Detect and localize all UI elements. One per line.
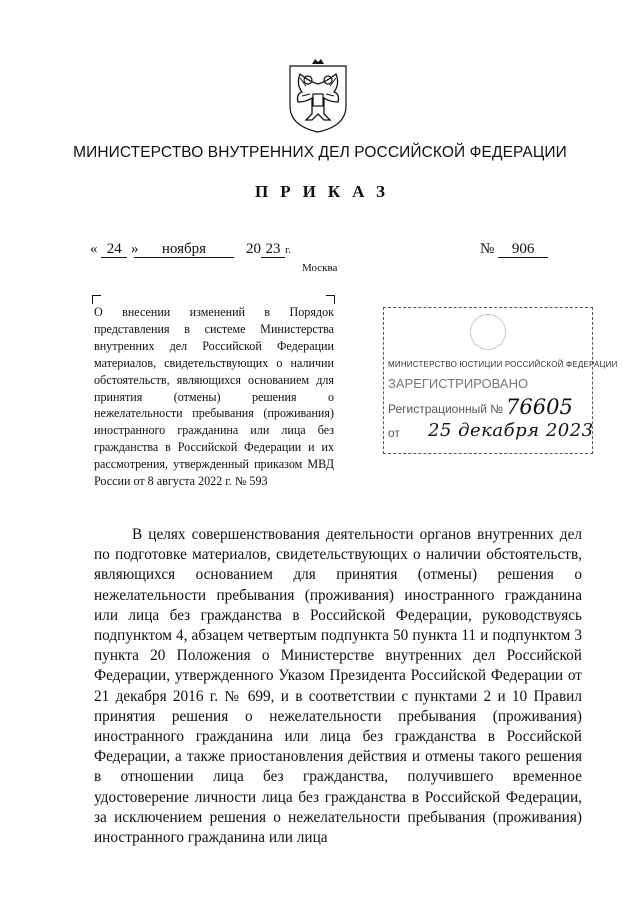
- city: Москва: [302, 262, 338, 274]
- date-year-suffix: 23: [261, 241, 285, 258]
- date-quote-open: «: [90, 241, 98, 257]
- document-type-title: ПРИКАЗ: [255, 182, 397, 201]
- ministry-name: МИНИСТЕРСТВО ВНУТРЕННИХ ДЕЛ РОССИЙСКОЙ ФЕДЕРАЦИИ: [73, 144, 567, 161]
- date-year-prefix: 20: [246, 241, 261, 257]
- number-sign: №: [480, 241, 495, 257]
- number-value: 906: [498, 241, 548, 258]
- order-date: [90, 241, 139, 258]
- order-number: [480, 241, 548, 258]
- subject-bracket-right: [326, 295, 335, 304]
- stamp-date-line: [388, 420, 594, 441]
- seal-icon: [470, 314, 506, 350]
- date-month: ноября: [134, 241, 234, 258]
- date-day: 24: [101, 241, 127, 258]
- state-emblem-icon: [286, 58, 350, 134]
- order-body: [94, 525, 582, 848]
- date-quote-close: »: [131, 241, 139, 257]
- subject-bracket-left: [92, 295, 101, 304]
- stamp-reg-line: [388, 395, 588, 419]
- stamp-reg-number: 76605: [506, 395, 573, 419]
- stamp-reg-date: 25 декабря 2023: [428, 420, 594, 441]
- stamp-registered: ЗАРЕГИСТРИРОВАНО: [388, 376, 529, 391]
- date-year-unit: г.: [285, 244, 292, 256]
- order-subject: О внесении изменений в Порядок представления в системе Министерства внутренних дел Российской Федерации материалов, свидетельствующих о наличии обстоятельств, являющихся основанием для принятия (отмены) решения о нежелательности пребывания (проживания) иностранного гражданина или лица без гражданства в Российской Федерации и их рассмотрения, утвержденный приказом МВД России от 8 августа 2022 г. № 593: [94, 305, 334, 489]
- body-paragraph: В целях совершенствования деятельности органов внутренних дел по подготовке материалов, свидетельствующих о наличии обстоятельств, являющихся основанием для принятия (отмены) решения о нежелательности пребывания (проживания) иностранного гражданина или лица без гражданства в Российской Федерации, руководствуясь подпунктом 4, абзацем четвертым подпункта 50 пункта 11 и подпунктом 3 пункта 20 Положения о Министерстве внутренних дел Российской Федерации, утвержденного Указом Президента Российской Федерации от 21 декабря 2016 г. № 699, и в соответствии с пунктами 2 и 10 Правил принятия решения о нежелательности пребывания (проживания) иностранного гражданина или лица без гражданства в Российской Федерации, а также приостановления действия и отмены такого решения в отношении лица без гражданства, получившего временное удостоверение личности лица без гражданства в Российской Федерации, за исключением решения о нежелательности пребывания (проживания) иностранного гражданина или лица: [94, 526, 582, 847]
- stamp-reg-label: Регистрационный №: [388, 402, 504, 416]
- stamp-ministry: МИНИСТЕРСТВО ЮСТИЦИИ РОССИЙСКОЙ ФЕДЕРАЦИИ: [388, 360, 618, 369]
- registration-stamp: [383, 307, 618, 454]
- stamp-date-label: от: [388, 426, 400, 440]
